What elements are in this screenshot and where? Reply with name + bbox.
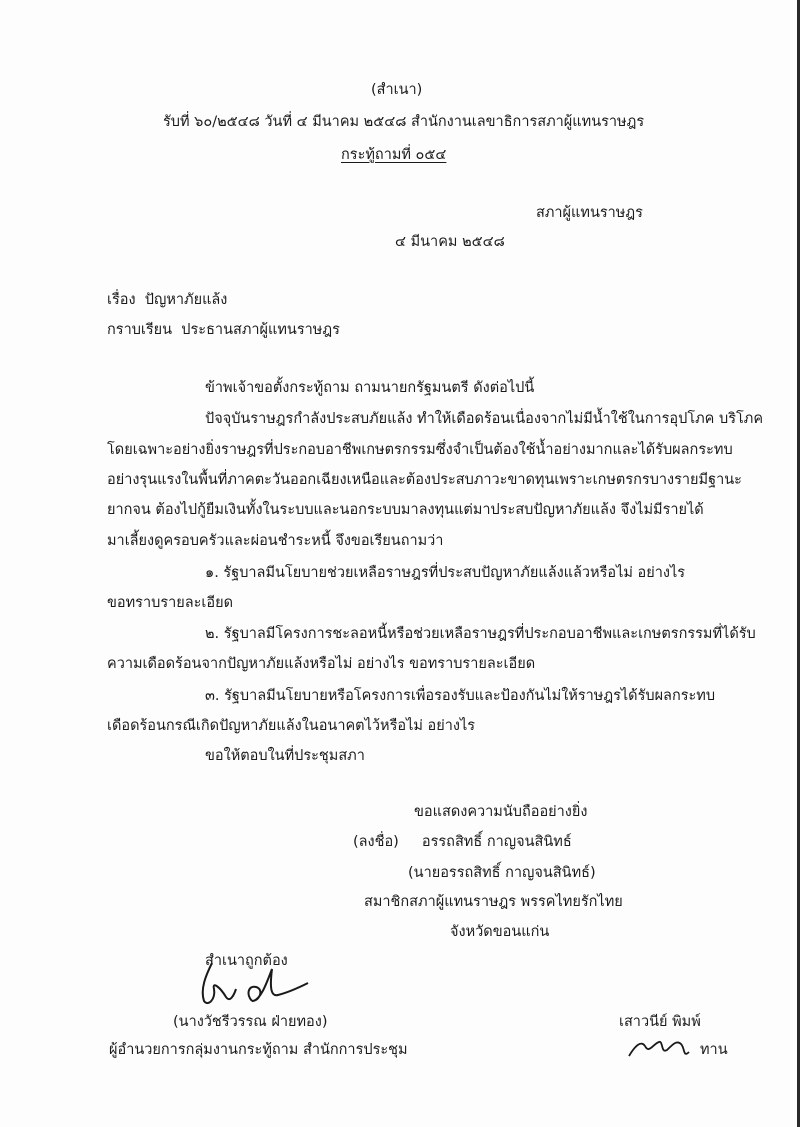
- closing-request: ขอให้ตอบในที่ประชุมสภา: [205, 748, 365, 764]
- checker-signature: [625, 1032, 693, 1064]
- question-3-line: เดือดร้อนกรณีเกิดปัญหาภัยแล้งในอนาคตไว้หรือไม่ อย่างไร: [107, 718, 476, 734]
- question-3-line: ๓. รัฐบาลมีนโยบายหรือโครงการเพื่อรองรับและป้องกันไม่ให้ราษฎรได้รับผลกระทบ: [205, 688, 716, 704]
- sender-date: ๔ มีนาคม ๒๕๔๘: [395, 234, 505, 250]
- signer-full-name: (นายอรรถสิทธิ์ กาญจนสินิทธ์): [408, 865, 596, 881]
- question-1-line: ขอทราบรายละเอียด: [107, 595, 233, 611]
- certifier-position: ผู้อำนวยการกลุ่มงานกระทู้ถาม สำนักการประชุม: [109, 1042, 408, 1058]
- sender-office: สภาผู้แทนราษฎร: [536, 205, 643, 221]
- para1-line: โดยเฉพาะอย่างยิ่งราษฎรที่ประกอบอาชีพเกษตรกรรมซึ่งจำเป็นต้องใช้น้ำอย่างมากและได้รับผลกระทบ: [107, 442, 733, 458]
- sign-line: [353, 832, 572, 852]
- copy-mark: (สำเนา): [371, 82, 423, 98]
- certifier-signature: [190, 955, 315, 1010]
- certified-true-copy: สำเนาถูกต้อง: [205, 953, 288, 969]
- para1-line: ปัจจุบันราษฎรกำลังประสบภัยแล้ง ทำให้เดือดร้อนเนื่องจากไม่มีน้ำใช้ในการอุปโภค บริโภค: [205, 411, 764, 427]
- salutation-text: ประธานสภาผู้แทนราษฎร: [181, 322, 340, 338]
- signer-position: สมาชิกสภาผู้แทนราษฎร พรรคไทยรักไทย: [364, 894, 623, 910]
- closing-phrase: ขอแสดงความนับถืออย่างยิ่ง: [414, 804, 588, 820]
- salutation-label: กราบเรียน: [107, 322, 173, 338]
- signer-province: จังหวัดขอนแก่น: [450, 924, 550, 940]
- question-2-line: ๒. รัฐบาลมีโครงการชะลอหนี้หรือช่วยเหลือราษฎรที่ประกอบอาชีพและเกษตรกรรมที่ได้รับ: [205, 626, 756, 642]
- receipt-line: รับที่ ๖๐/๒๕๔๘ วันที่ ๔ มีนาคม ๒๕๔๘ สำนักงานเลขาธิการสภาผู้แทนราษฎร: [163, 114, 645, 130]
- para1-line: ยากจน ต้องไปกู้ยืมเงินทั้งในระบบและนอกระบบมาลงทุนแต่มาประสบปัญหาภัยแล้ง จึงไม่มีรายได้: [107, 502, 704, 518]
- subject-label: เรื่อง: [107, 292, 136, 308]
- typist-name: เสาวนีย์ พิมพ์: [619, 1014, 701, 1030]
- signer-name: อรรถสิทธิ์ กาญจนสินิทธ์: [421, 834, 572, 850]
- checked-mark: ทาน: [700, 1042, 728, 1058]
- para1-line: มาเลี้ยงดูครอบครัวและผ่อนชำระหนี้ จึงขอเรียนถามว่า: [107, 533, 444, 549]
- sign-label: (ลงชื่อ): [353, 834, 399, 850]
- subject-line: [107, 290, 227, 310]
- salutation-line: [107, 320, 340, 340]
- question-2-line: ความเดือดร้อนจากปัญหาภัยแล้งหรือไม่ อย่างไร ขอทราบรายละเอียด: [107, 656, 536, 672]
- subject-text: ปัญหาภัยแล้ง: [144, 292, 228, 308]
- question-1-line: ๑. รัฐบาลมีนโยบายช่วยเหลือราษฎรที่ประสบปัญหาภัยแล้งแล้วหรือไม่ อย่างไร: [205, 565, 686, 581]
- para1-line: อย่างรุนแรงในพื้นที่ภาคตะวันออกเฉียงเหนือและต้องประสบภาวะขาดทุนเพราะเกษตรกรบางรายมีฐานะ: [107, 472, 742, 488]
- question-number: กระทู้ถามที่ ๐๕๔: [341, 147, 447, 163]
- body-intro: ข้าพเจ้าขอตั้งกระทู้ถาม ถามนายกรัฐมนตรี ดังต่อไปนี้: [205, 380, 535, 396]
- certifier-name: (นางวัชรีวรรณ ฝ่ายทอง): [173, 1014, 328, 1030]
